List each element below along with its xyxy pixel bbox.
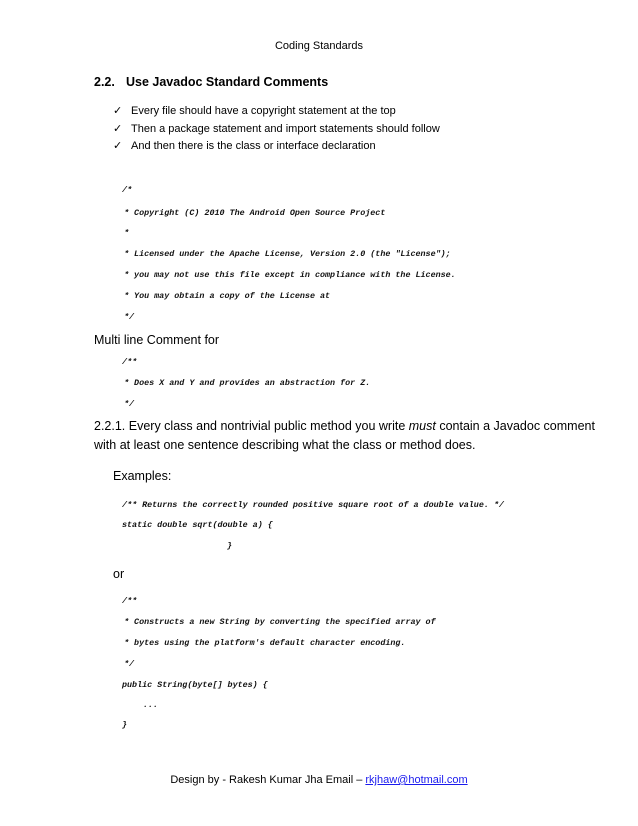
checklist-item: ✓ Every file should have a copyright statement at the top xyxy=(113,105,396,117)
code-line: * bytes using the platform's default character encoding. xyxy=(124,638,406,648)
checkmark-icon: ✓ xyxy=(113,123,123,135)
checkmark-icon: ✓ xyxy=(113,140,123,152)
code-line: /** Returns the correctly rounded positive square root of a double value. */ xyxy=(122,500,504,510)
code-line: ... xyxy=(143,700,159,710)
code-line: * You may obtain a copy of the License at xyxy=(124,291,331,301)
or-label: or xyxy=(113,567,125,581)
code-line: } xyxy=(227,541,233,551)
email-link[interactable]: rkjhaw@hotmail.com xyxy=(365,774,468,786)
examples-label: Examples: xyxy=(113,469,172,483)
code-line: * Constructs a new String by converting the specified array of xyxy=(124,617,436,627)
code-line: } xyxy=(122,720,128,730)
rule-paragraph-line1: 2.2.1. Every class and nontrivial public method you write must contain a Javadoc comment xyxy=(94,419,595,433)
multiline-heading: Multi line Comment for xyxy=(94,333,220,347)
section-title: Use Javadoc Standard Comments xyxy=(126,75,329,89)
checklist-item: ✓ And then there is the class or interface declaration xyxy=(113,140,376,152)
rule-paragraph-line2: with at least one sentence describing what the class or method does. xyxy=(94,438,476,452)
checkmark-icon: ✓ xyxy=(113,105,123,117)
page-footer: Design by - Rakesh Kumar Jha Email – rkjhaw@hotmail.com xyxy=(170,774,468,786)
code-line: */ xyxy=(124,312,135,322)
code-line: /** xyxy=(122,357,138,367)
code-line: /* xyxy=(122,185,133,195)
code-line: * xyxy=(124,228,130,238)
code-line: * Does X and Y and provides an abstraction for Z. xyxy=(124,378,371,388)
section-number: 2.2. xyxy=(94,75,115,89)
code-line: * Copyright (C) 2010 The Android Open Source Project xyxy=(124,208,386,218)
section-heading xyxy=(94,75,328,89)
code-line: static double sqrt(double a) { xyxy=(122,520,273,530)
code-line: /** xyxy=(122,596,138,606)
checklist-item: ✓ Then a package statement and import statements should follow xyxy=(113,123,440,135)
emphasis: must xyxy=(408,419,436,433)
code-line: */ xyxy=(124,399,135,409)
code-line: */ xyxy=(124,659,135,669)
code-line: * you may not use this file except in compliance with the License. xyxy=(124,270,456,280)
page-header: Coding Standards xyxy=(274,40,364,52)
code-line: public String(byte[] bytes) { xyxy=(122,680,268,690)
code-line: * Licensed under the Apache License, Version 2.0 (the "License"); xyxy=(124,249,451,259)
